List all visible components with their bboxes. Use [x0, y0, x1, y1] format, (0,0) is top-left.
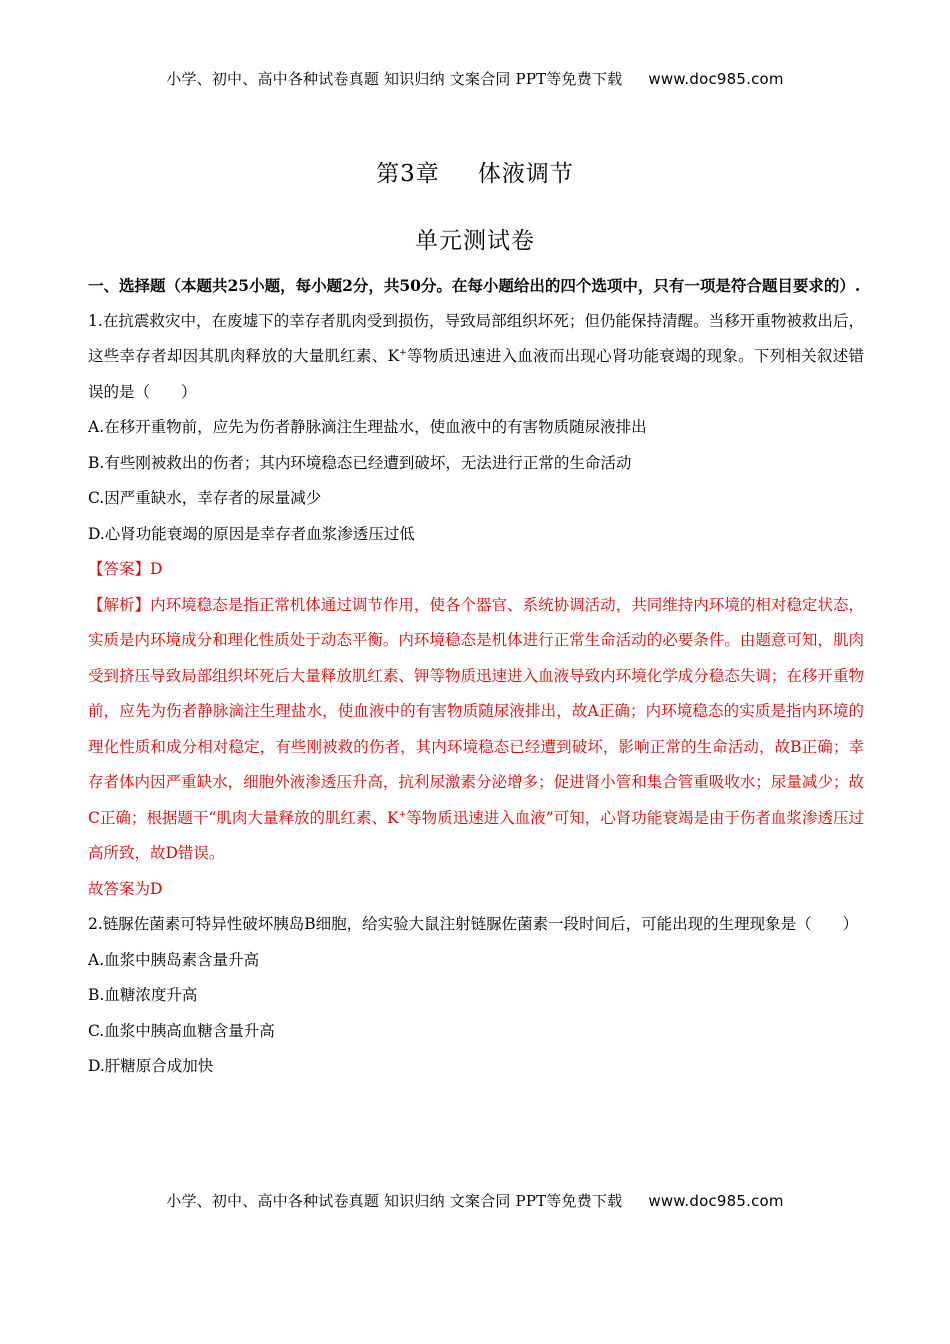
question-1-option-a: A.在移开重物前，应先为伤者静脉滴注生理盐水，使血液中的有害物质随尿液排出 [88, 418, 647, 436]
question-1-option-b: B.有些刚被救出的伤者；其内环境稳态已经遭到破坏，无法进行正常的生命活动 [88, 453, 632, 472]
question-1-option-d: D.心肾功能衰竭的原因是幸存者血浆渗透压过低 [88, 524, 415, 543]
question-1-stem-part-a: 1.在抗震救灾中，在废墟下的幸存者肌肉受到损伤，导致局部组织坏死；但仍能保持清醒。当移开重物被救出后，这些幸存者却因其肌肉释放的大量肌红素、K [88, 311, 864, 365]
answer-label: 【答案】 [88, 560, 151, 578]
analysis-label: 【解析】 [88, 595, 151, 614]
chapter-title [0, 155, 950, 188]
question-1-answer [88, 552, 864, 588]
question-1-stem [88, 304, 864, 411]
page-subtitle: 单元测试卷 [415, 228, 535, 254]
chapter-topic: 体液调节 [477, 161, 574, 187]
header-url[interactable]: www.doc985.com [648, 70, 784, 88]
chapter-number: 第3章 [376, 161, 440, 187]
question-2-option-b: B.血糖浓度升高 [88, 986, 198, 1004]
page-footer [0, 1190, 950, 1211]
analysis-text-a: 内环境稳态是指正常机体通过调节作用，使各个器官、系统协调活动，共同维持内环境的相对稳定状态，实质是内环境成分和理化性质处于动态平衡。内环境稳态是机体进行正常生命活动的必要条件。由题意可知，肌肉受到挤压导致局部组织坏死后大量释放肌红素、钾等物质迅速进入血液导致内环境化学成分稳态失调；在移开重物前，应先为伤者静脉滴注生理盐水，使血液中的有害物质随尿液排出，故A正确；内环境稳态的实质是指内环境的理化性质和成分相对稳定，有些刚被救的伤者，其内环境稳态已经遭到破坏，影响正常的生命活动，故B正确；幸存者体内因严重缺水，细胞外液渗透压升高，抗利尿激素分泌增多；促进肾小管和集合管重吸收水；尿量减少；故C正确；根据题干“肌肉大量释放的肌红素、K [88, 595, 864, 827]
question-1-option-c: C.因严重缺水，幸存者的尿量减少 [88, 489, 322, 507]
analysis-text-b: 等物质迅速进入血液”可知，心肾功能衰竭是由于伤者血浆渗透压过高所致，故D错误。 [88, 808, 864, 862]
superscript: + [398, 809, 407, 820]
section-heading: 一、选择题（本题共25小题，每小题2分，共50分。在每小题给出的四个选项中，只有一项是符合题目要求的）. [88, 276, 861, 295]
question-2-stem: 2.链脲佐菌素可特异性破坏胰岛B细胞，给实验大鼠注射链脲佐菌素一段时间后，可能出现的生理现象是（ ） [88, 915, 859, 933]
header-text: 小学、初中、高中各种试卷真题 知识归纳 文案合同 PPT等免费下载 [166, 70, 623, 88]
question-1-stem-part-b: 等物质迅速进入血液而出现心肾功能衰竭的现象。下列相关叙述错误的是（ ） [88, 347, 864, 401]
document-body [88, 268, 864, 1085]
question-2-option-a: A.血浆中胰岛素含量升高 [88, 950, 260, 969]
answer-value: D [150, 560, 163, 578]
page-header [0, 68, 950, 89]
question-2-option-d: D.肝糖原合成加快 [88, 1057, 214, 1075]
superscript: + [399, 348, 407, 358]
question-2-option-c: C.血浆中胰高血糖含量升高 [88, 1021, 275, 1040]
footer-url[interactable]: www.doc985.com [648, 1192, 784, 1210]
question-1-analysis [88, 588, 864, 872]
footer-text: 小学、初中、高中各种试卷真题 知识归纳 文案合同 PPT等免费下载 [166, 1192, 623, 1210]
question-1-conclusion: 故答案为D [88, 879, 163, 898]
